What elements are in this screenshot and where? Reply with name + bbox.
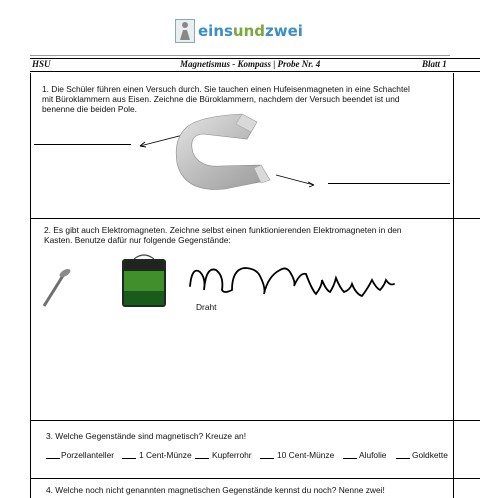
logo [175, 18, 303, 44]
worksheet-title: Magnetismus - Kompass | Probe Nr. 4 [180, 59, 321, 69]
divider-2 [30, 420, 480, 421]
arrow-right [276, 175, 314, 185]
subject-label: HSU [32, 59, 51, 69]
item-3: Kupferrohr [212, 450, 252, 460]
battery-icon [120, 251, 168, 309]
item-4: 10 Cent-Münze [277, 450, 335, 460]
frame-left [30, 73, 31, 498]
task4-question: 4. Welche noch nicht genannten magnetischen Gegenstände kennst du noch? Nenne zwei! [46, 485, 385, 495]
header-bar [30, 58, 480, 72]
task1-line2: mit Büroklammern aus Eisen. Zeichne die Büroklammern, nachdem der Versuch beendet ist und [42, 94, 400, 104]
top-rule [30, 55, 450, 56]
magnet-body [176, 114, 270, 189]
item-5: Alufolie [359, 450, 387, 460]
checkbox-blank-2[interactable] [122, 458, 136, 459]
item-6: Goldkette [412, 450, 448, 460]
worksheet [30, 58, 480, 498]
logo-figure-icon [175, 19, 195, 43]
checkbox-blank-5[interactable] [343, 458, 357, 459]
frame-right [453, 73, 454, 498]
item-2: 1 Cent-Münze [139, 450, 192, 460]
wire-coil-drawing [186, 260, 416, 304]
sheet-number: Blatt 1 [422, 59, 447, 69]
pole-answer-left[interactable] [34, 144, 131, 145]
divider-3 [30, 478, 480, 479]
task3-question: 3. Welche Gegenstände sind magnetisch? Kreuze an! [46, 431, 247, 441]
checkbox-blank-1[interactable] [46, 458, 60, 459]
task1-line1: 1. Die Schüler führen einen Versuch durch. Sie tauchen einen Hufeisenmagneten in eine Schachtel [42, 84, 410, 94]
checkbox-blank-4[interactable] [260, 458, 274, 459]
checkbox-blank-3[interactable] [195, 458, 209, 459]
divider-1 [30, 218, 480, 219]
task2-line2: Kasten. Benutze dafür nur folgende Gegenstände: [44, 235, 231, 245]
task2-line1: 2. Es gibt auch Elektromagneten. Zeichne selbst einen funktionierenden Elektromagneten in den [44, 225, 402, 235]
task1-line3: benenne die beiden Pole. [42, 104, 137, 114]
horseshoe-magnet-illustration [130, 108, 340, 208]
wire-label: Draht [196, 302, 217, 312]
iron-nail-icon [38, 266, 74, 310]
item-1: Porzellanteller [61, 450, 115, 460]
pole-answer-right[interactable] [328, 183, 450, 184]
logo-text: einsundzwei [198, 22, 303, 40]
checkbox-blank-6[interactable] [396, 458, 410, 459]
